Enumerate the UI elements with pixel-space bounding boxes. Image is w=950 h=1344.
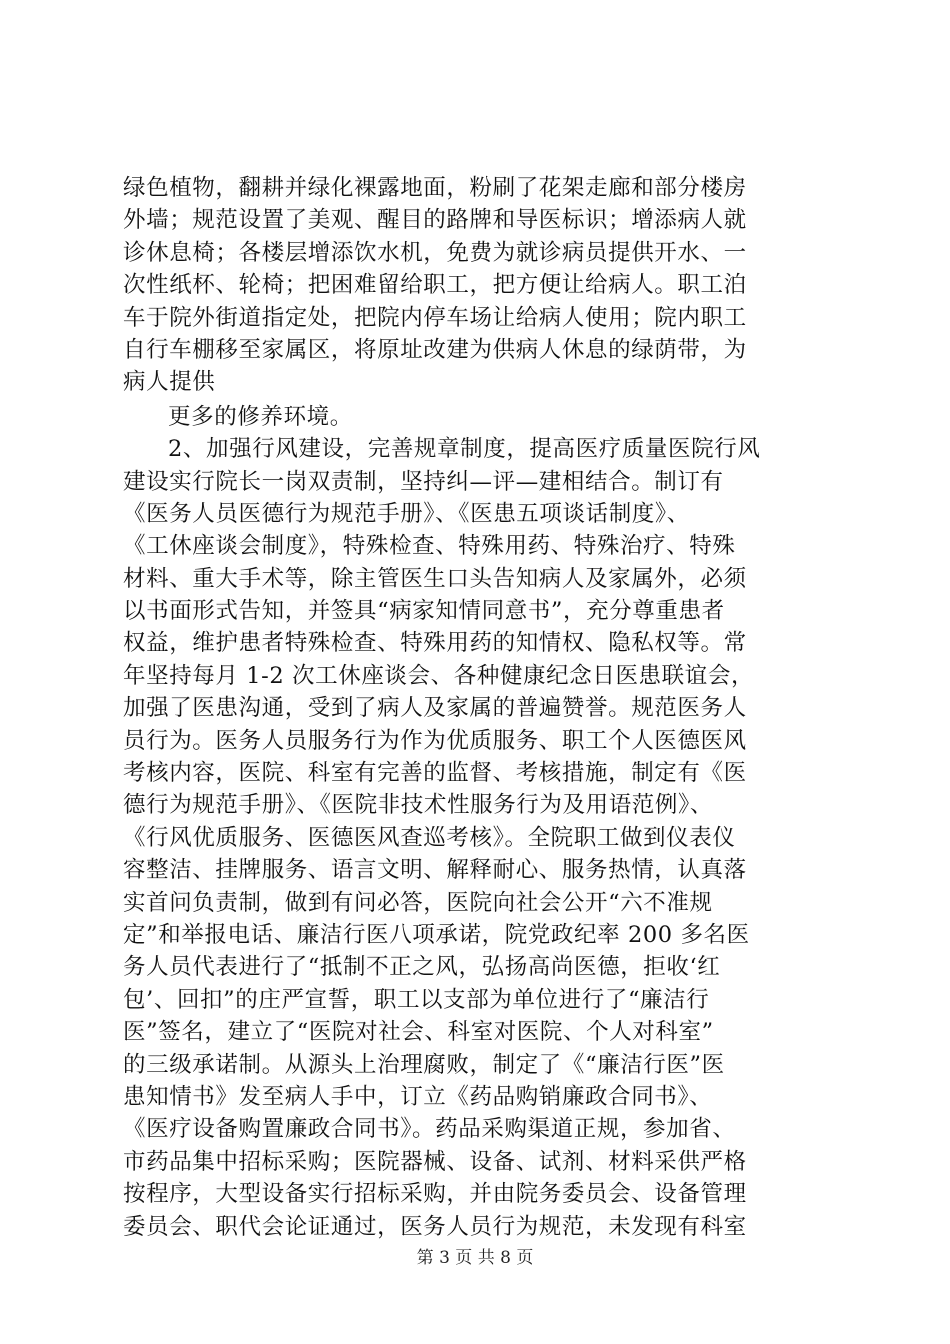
- text-line: 考核内容，医院、科室有完善的监督、考核措施，制定有《医: [123, 760, 747, 787]
- text-line: 定”和举报电话、廉洁行医八项承诺，院党政纪率 200 多名医: [123, 921, 750, 948]
- text-line: 加强了医患沟通，受到了病人及家属的普遍赞誉。规范医务人: [123, 695, 747, 722]
- text-line: 病人提供: [123, 369, 216, 396]
- text-line: 车于院外街道指定处，把院内停车场让给病人使用；院内职工: [123, 304, 747, 331]
- text-line: 《工休座谈会制度》，特殊检查、特殊用药、特殊治疗、特殊: [123, 533, 736, 560]
- text-line: 建设实行院长一岗双责制，坚持纠—评—建相结合。制订有: [123, 468, 724, 495]
- text-line: 《行风优质服务、医德医风查巡考核》。全院职工做到仪表仪: [123, 824, 736, 851]
- body-text: [123, 172, 835, 1243]
- text-line: 《医务人员医德行为规范手册》、《医患五项谈话制度》、: [123, 500, 690, 527]
- text-line: 更多的修养环境。: [168, 403, 353, 430]
- text-line: 诊休息椅；各楼层增添饮水机，免费为就诊病员提供开水、一: [123, 239, 747, 266]
- text-line: 权益，维护患者特殊检查、特殊用药的知情权、隐私权等。常: [123, 630, 747, 657]
- text-line: 员行为。医务人员服务行为作为优质服务、职工个人医德医风: [123, 727, 747, 754]
- text-line: 绿色植物，翻耕并绿化裸露地面，粉刷了花架走廊和部分楼房: [123, 175, 747, 201]
- text-line: 包’、回扣”的庄严宣誓，职工以支部为单位进行了“廉洁行: [123, 986, 710, 1013]
- text-line: 《医疗设备购置廉政合同书》。药品采购渠道正规，参加省、: [123, 1116, 736, 1143]
- text-line: 容整洁、挂牌服务、语言文明、解释耐心、服务热情，认真落: [123, 857, 747, 884]
- text-line: 外墙；规范设置了美观、醒目的路牌和导医标识；增添病人就: [123, 207, 747, 234]
- text-line: 以书面形式告知，并签具“病家知情同意书”，充分尊重患者: [123, 598, 725, 625]
- text-line: 次性纸杯、轮椅；把困难留给职工，把方便让给病人。职工泊: [123, 272, 747, 299]
- text-line: 委员会、职代会论证通过，医务人员行为规范，未发现有科室: [123, 1213, 747, 1240]
- text-line: 年坚持每月 1-2 次工休座谈会、各种健康纪念日医患联谊会，: [123, 662, 755, 689]
- page-number-footer: 第 3 页 共 8 页: [416, 1248, 534, 1268]
- text-line: 患知情书》发至病人手中，订立《药品购销廉政合同书》、: [123, 1083, 713, 1110]
- text-line: 实首问负责制，做到有问必答，医院向社会公开“六不准规: [123, 889, 713, 916]
- text-line: 医”签名，建立了“医院对社会、科室对医院、个人对科室”: [123, 1019, 714, 1046]
- text-line: 德行为规范手册》、《医院非技术性服务行为及用语范例》、: [123, 792, 713, 819]
- text-line: 按程序，大型设备实行招标采购，并由院务委员会、设备管理: [123, 1181, 747, 1208]
- text-line: 2、加强行风建设，完善规章制度，提高医疗质量医院行风: [168, 436, 761, 463]
- text-line: 务人员代表进行了“抵制不正之风，弘扬高尚医德，拒收‘红: [123, 954, 721, 981]
- text-line: 的三级承诺制。从源头上治理腐败，制定了《“廉洁行医”医: [123, 1051, 725, 1078]
- text-line: 市药品集中招标采购；医院器械、设备、试剂、材料采供严格: [123, 1148, 747, 1175]
- text-line: 材料、重大手术等，除主管医生口头告知病人及家属外，必须: [123, 565, 747, 592]
- text-line: 自行车棚移至家属区，将原址改建为供病人休息的绿荫带，为: [123, 336, 747, 363]
